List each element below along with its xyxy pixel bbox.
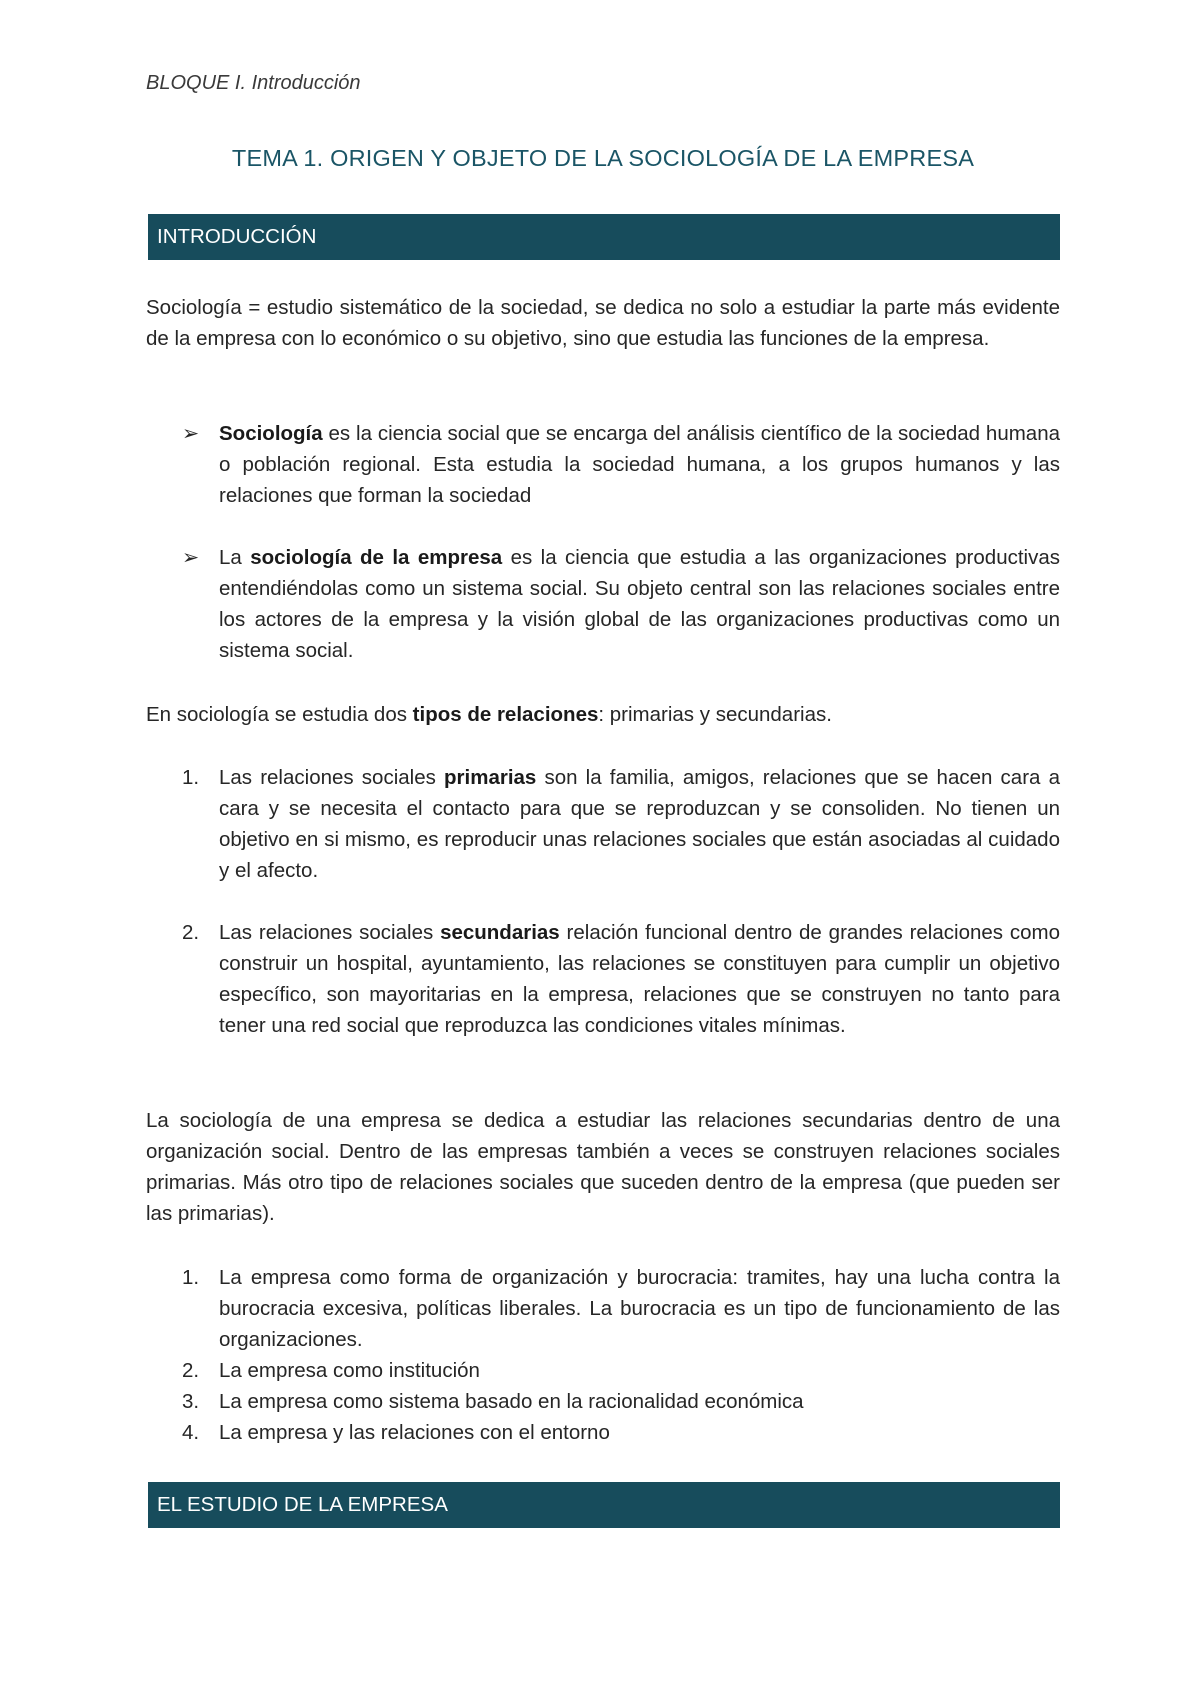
relations-list	[146, 762, 1060, 1041]
term-primarias: primarias	[444, 766, 537, 789]
definition-text: es la ciencia que estudia a las organizaciones productivas entendiéndolas como un sistema social. Su objeto central son las relaciones sociales entre los actores de la empresa y la visión global de las organizaciones productivas como un sistema social.	[219, 546, 1060, 662]
section-heading-estudio-empresa: EL ESTUDIO DE LA EMPRESA	[148, 1482, 1060, 1528]
document-title: TEMA 1. ORIGEN Y OBJETO DE LA SOCIOLOGÍA DE LA EMPRESA	[231, 145, 975, 171]
perspectives-list	[146, 1262, 1060, 1448]
term-sociologia-empresa: sociología de la empresa	[250, 546, 503, 569]
list-item-secundarias	[146, 917, 1060, 1041]
relation-text: relación funcional dentro de grandes relaciones como construir un hospital, ayuntamiento, las relaciones se constituyen para cumplir un objetivo específico, son mayoritarias en la empresa, relaciones que se construyen no tanto para tener una red social que reproduzca las condiciones vitales mínimas.	[219, 921, 1060, 1037]
list-item-text: La empresa y las relaciones con el entorno	[219, 1421, 610, 1444]
arrow-bullet-icon: ➢	[182, 422, 200, 445]
list-number: 1.	[182, 766, 200, 789]
definition-prefix: La	[219, 546, 251, 569]
intro-paragraph: Sociología = estudio sistemático de la sociedad, se dedica no solo a estudiar la parte más evidente de la empresa con lo económico o su objetivo, sino que estudia las funciones de la empresa.	[146, 296, 1060, 350]
list-item	[146, 1417, 1060, 1448]
term-sociologia: Sociología	[219, 422, 323, 445]
list-item-text: La empresa como institución	[219, 1359, 480, 1382]
relation-text: son la familia, amigos, relaciones que se hacen cara a cara y se necesita el contacto para que se reproduzcan y se consoliden. No tienen un objetivo en si mismo, es reproducir unas relaciones sociales que están asociadas al cuidado y el afecto.	[219, 766, 1060, 882]
list-item-text: La empresa como forma de organización y burocracia: tramites, hay una lucha contra la burocracia excesiva, políticas liberales. La burocracia es un tipo de funcionamiento de las organizaciones.	[219, 1266, 1060, 1351]
term-secundarias: secundarias	[440, 921, 560, 944]
list-item-text: La empresa como sistema basado en la racionalidad económica	[219, 1390, 804, 1413]
list-item-primarias	[146, 762, 1060, 886]
list-number: 2.	[182, 921, 200, 944]
relations-intro-prefix: En sociología se estudia dos	[146, 703, 413, 726]
relation-prefix: Las relaciones sociales	[219, 921, 441, 944]
list-number: 4.	[182, 1421, 200, 1444]
company-paragraph: La sociología de una empresa se dedica a estudiar las relaciones secundarias dentro de una organización social. Dentro de las empresas también a veces se construyen relaciones sociales primarias. Más otro tipo de relaciones sociales que suceden dentro de la empresa (que pueden ser las primarias).	[146, 1109, 1060, 1225]
arrow-bullet-icon: ➢	[182, 546, 200, 569]
relations-intro-suffix: : primarias y secundarias.	[598, 703, 832, 726]
definition-text: es la ciencia social que se encarga del análisis científico de la sociedad humana o población regional. Esta estudia la sociedad humana, a los grupos humanos y las relaciones que forman la sociedad	[219, 422, 1060, 507]
list-item-sociologia	[146, 418, 1060, 511]
list-number: 1.	[182, 1266, 200, 1289]
term-tipos-relaciones: tipos de relaciones	[412, 703, 599, 726]
list-number: 2.	[182, 1359, 200, 1382]
list-item-sociologia-empresa	[146, 542, 1060, 666]
section-heading-introduccion: INTRODUCCIÓN	[148, 214, 1060, 260]
relation-prefix: Las relaciones sociales	[219, 766, 445, 789]
list-item	[146, 1386, 1060, 1417]
definitions-list	[146, 418, 1060, 666]
list-item	[146, 1355, 1060, 1386]
list-number: 3.	[182, 1390, 200, 1413]
relations-intro-paragraph	[146, 699, 1060, 730]
running-header: BLOQUE I. Introducción	[146, 72, 361, 94]
list-item	[146, 1262, 1060, 1355]
